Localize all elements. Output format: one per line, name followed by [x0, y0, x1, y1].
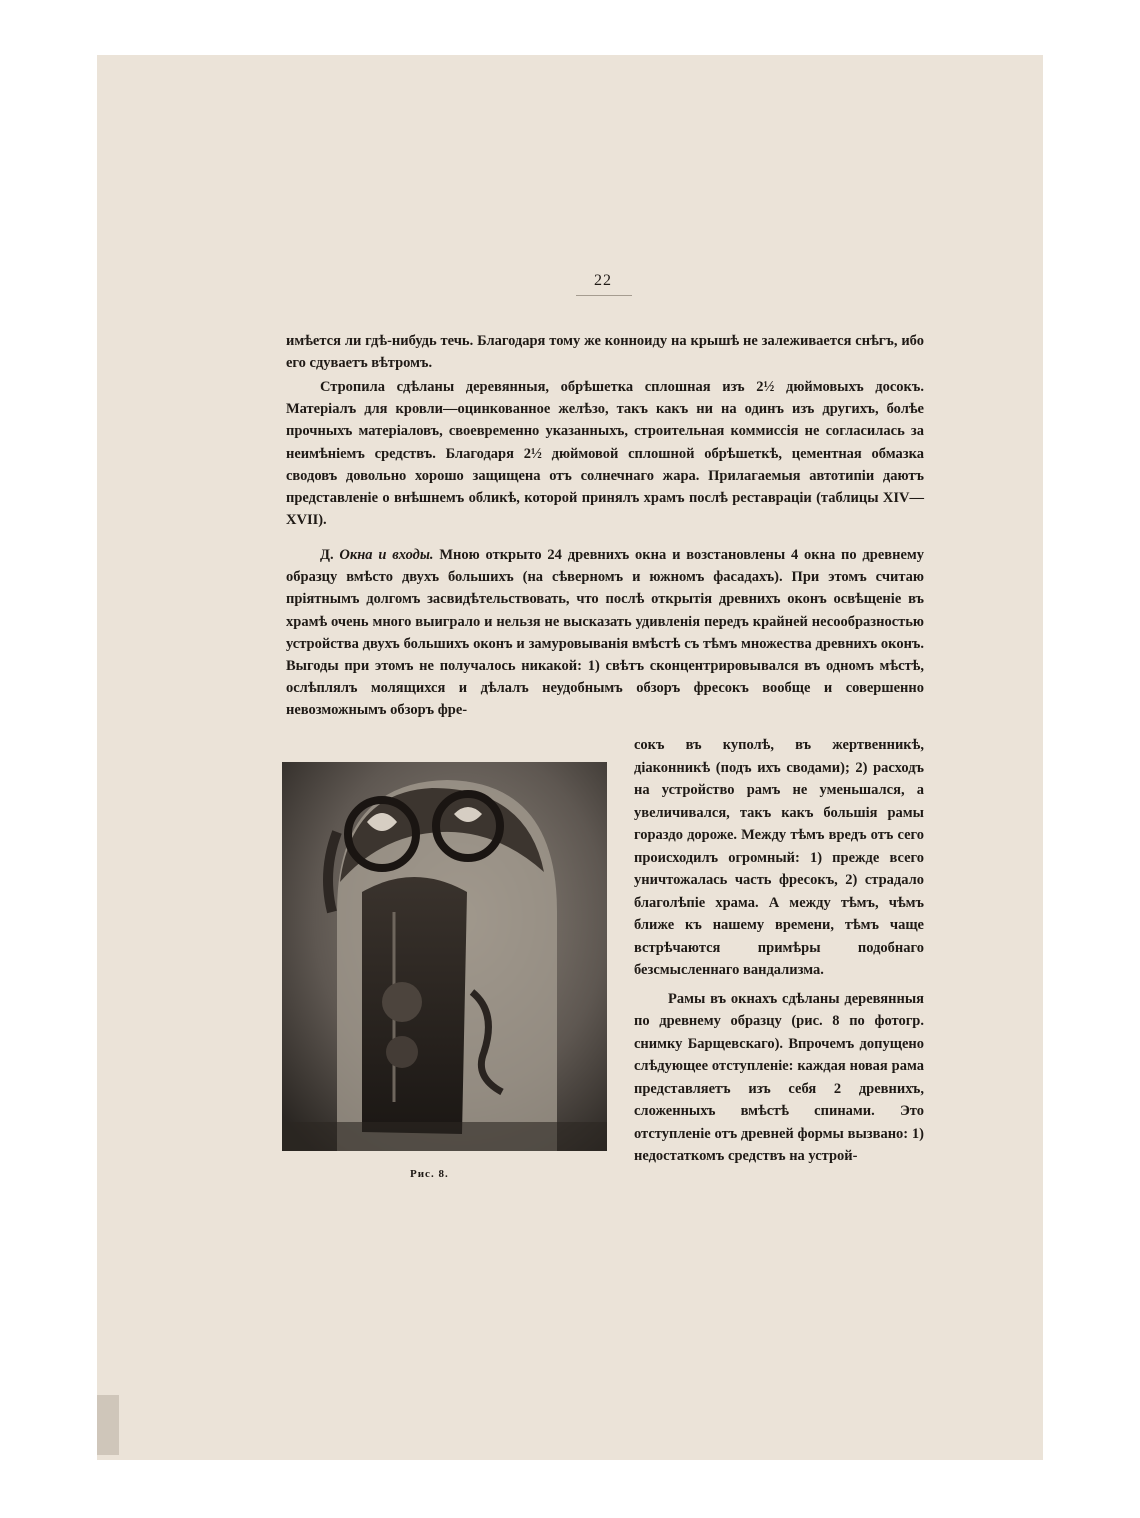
scan-edge-mark: [97, 1395, 119, 1455]
paragraph-3-body: Мною открыто 24 древнихъ окна и возстановлены 4 окна по древнему образцу вмѣсто двухъ большихъ (на сѣверномъ и южномъ фасадахъ). При этомъ считаю пріятнымъ долгомъ засвидѣтельствовать, что послѣ открытія древнихъ оконъ освѣщеніе въ храмѣ очень много выиграло и нельзя не высказать удивленія передъ крайней несообразностью устройства двухъ большихъ оконъ и замуровыванія вмѣстѣ съ тѣмъ множества древнихъ оконъ. Выгоды при этомъ не получалось никакой: 1) свѣтъ сконцентрировывался въ одномъ мѣстѣ, ослѣплялъ молящихся и дѣлалъ неудобнымъ обзоръ фресокъ вообще и совершенно невозможнымъ обзоръ фре-: [286, 547, 925, 719]
paragraph-1: [286, 330, 924, 374]
column-paragraph-1: сокъ въ куполѣ, въ жертвенникѣ, діаконникѣ (подъ ихъ сводами); 2) расходъ на устройство рамъ не уменьшался, а увеличивался, такъ какъ большія рамы гораздо дороже. Между тѣмъ вредъ отъ сего происходилъ огромный: 1) прежде всего уничтожалась часть фресокъ, 2) страдало благолѣпіе храма. А между тѣмъ, чѣмъ ближе къ нашему времени, тѣмъ чаще встрѣчаются примѣры подобнаго безсмысленнаго вандализма.: [634, 737, 924, 978]
paragraph-3-text: [286, 544, 924, 722]
paragraph-2-text: Стропила сдѣланы деревянныя, обрѣшетка сплошная изъ 2½ дюймовыхъ досокъ. Матеріалъ для кровли—оцинкованное желѣзо, такъ какъ ни на одинъ изъ другихъ, болѣе прочныхъ матеріаловъ, своевременно указанныхъ, строительная коммиссія не согласилась за неимѣніемъ средствъ. Благодаря 2½ дюймовой сплошной обрѣшеткѣ, цементная обмазка сводовъ довольно хорошо защищена отъ солнечнаго жара. Прилагаемыя автотипіи даютъ представленіе о внѣшнемъ обликѣ, которой принялъ храмъ послѣ реставраціи (таблицы XIV—XVII).: [286, 379, 924, 529]
column-paragraph-2: Рамы въ окнахъ сдѣланы деревянныя по древнему образцу (рис. 8 по фотогр. снимку Барщевскаго). Впрочемъ допущено слѣдующее отступленіе: каждая новая рама представляетъ изъ себя 2 древнихъ, сложенныхъ вмѣстѣ спинами. Это отступленіе отъ древней формы вызвано: 1) недостаткомъ средствъ на устрой-: [634, 990, 924, 1164]
page-number-rule: [576, 295, 632, 296]
paragraph-1-text: имѣется ли гдѣ-нибудь течь. Благодаря тому же конноиду на крышѣ не залеживается снѣгъ, ибо его сдуваетъ вѣтромъ.: [286, 333, 924, 372]
page-number: 22: [594, 272, 612, 289]
paragraph-3: [286, 544, 924, 722]
section-letter: Д.: [320, 547, 334, 563]
figure-window-photo: [282, 762, 607, 1151]
section-heading: Окна и входы.: [339, 547, 434, 563]
window-frame-photo: [282, 762, 607, 1151]
figure-caption: Рис. 8.: [410, 1168, 449, 1180]
paragraph-2: [286, 376, 924, 531]
right-column-text: [634, 734, 924, 1168]
